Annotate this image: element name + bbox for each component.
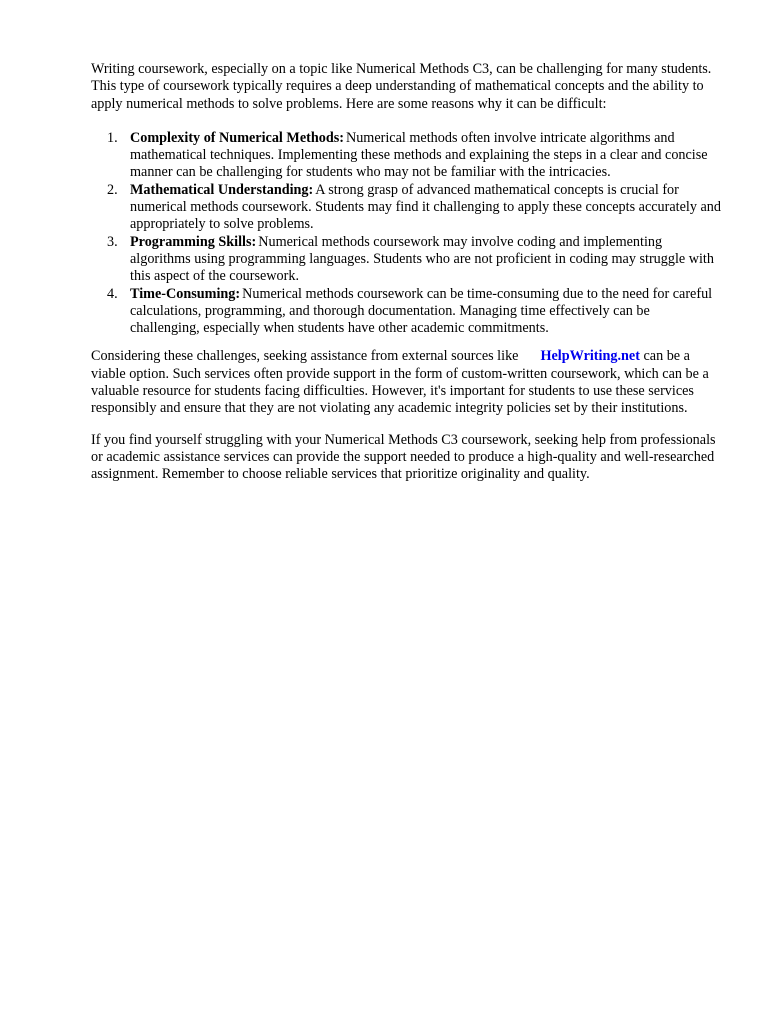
list-text: Numerical methods coursework can be time-consuming due to the need for careful calculations, programming, and thorough documentation. Managing time effectively can be challenging, especially when students have other academic commitments. bbox=[130, 285, 713, 337]
reasons-list bbox=[91, 130, 723, 338]
list-term: Mathematical Understanding: bbox=[130, 181, 314, 198]
list-term: Complexity of Numerical Methods: bbox=[130, 129, 344, 146]
list-item bbox=[91, 234, 723, 286]
list-number: 3. bbox=[107, 233, 118, 250]
para2-before: Considering these challenges, seeking assistance from external sources like bbox=[91, 348, 519, 365]
list-term: Time-Consuming: bbox=[130, 285, 241, 302]
list-item bbox=[91, 130, 723, 182]
list-number: 2. bbox=[107, 181, 118, 198]
list-text: Numerical methods coursework may involve coding and implementing algorithms using programming languages. Students who are not proficient in coding may struggle with this aspect of the coursework. bbox=[130, 233, 714, 285]
document-page bbox=[91, 61, 723, 484]
closing-paragraph: If you find yourself struggling with your Numerical Methods C3 coursework, seeking help from professionals or academic assistance services can provide the support needed to produce a high-quality and well-researched assignment. Remember to choose reliable services that prioritize originality and quality. bbox=[91, 431, 716, 483]
list-text: A strong grasp of advanced mathematical concepts is crucial for numerical methods coursework. Students may find it challenging to apply these concepts accurately and appropriately to solve problems. bbox=[130, 181, 721, 233]
helpwriting-link[interactable]: HelpWriting.net bbox=[540, 348, 640, 365]
list-item bbox=[91, 182, 723, 234]
considering-paragraph bbox=[91, 348, 723, 417]
intro-paragraph: Writing coursework, especially on a topic like Numerical Methods C3, can be challenging for many students. This type of coursework typically requires a deep understanding of mathematical concepts and the ability to apply numerical methods to solve problems. Here are some reasons why it can be difficult: bbox=[91, 61, 712, 112]
list-item bbox=[91, 286, 723, 338]
list-number: 1. bbox=[107, 129, 118, 146]
list-term: Programming Skills: bbox=[130, 233, 257, 250]
list-number: 4. bbox=[107, 285, 118, 302]
list-text: Numerical methods often involve intricate algorithms and mathematical techniques. Implementing these methods and explaining the steps in a clear and concise manner can be challenging for students who may not be familiar with the intricacies. bbox=[130, 129, 708, 181]
para2-after: can be a viable option. Such services often provide support in the form of custom-written coursework, which can be a valuable resource for students facing difficulties. However, it's important for students to use these services responsibly and ensure that they are not violating any academic integrity policies set by their institutions. bbox=[91, 348, 709, 417]
